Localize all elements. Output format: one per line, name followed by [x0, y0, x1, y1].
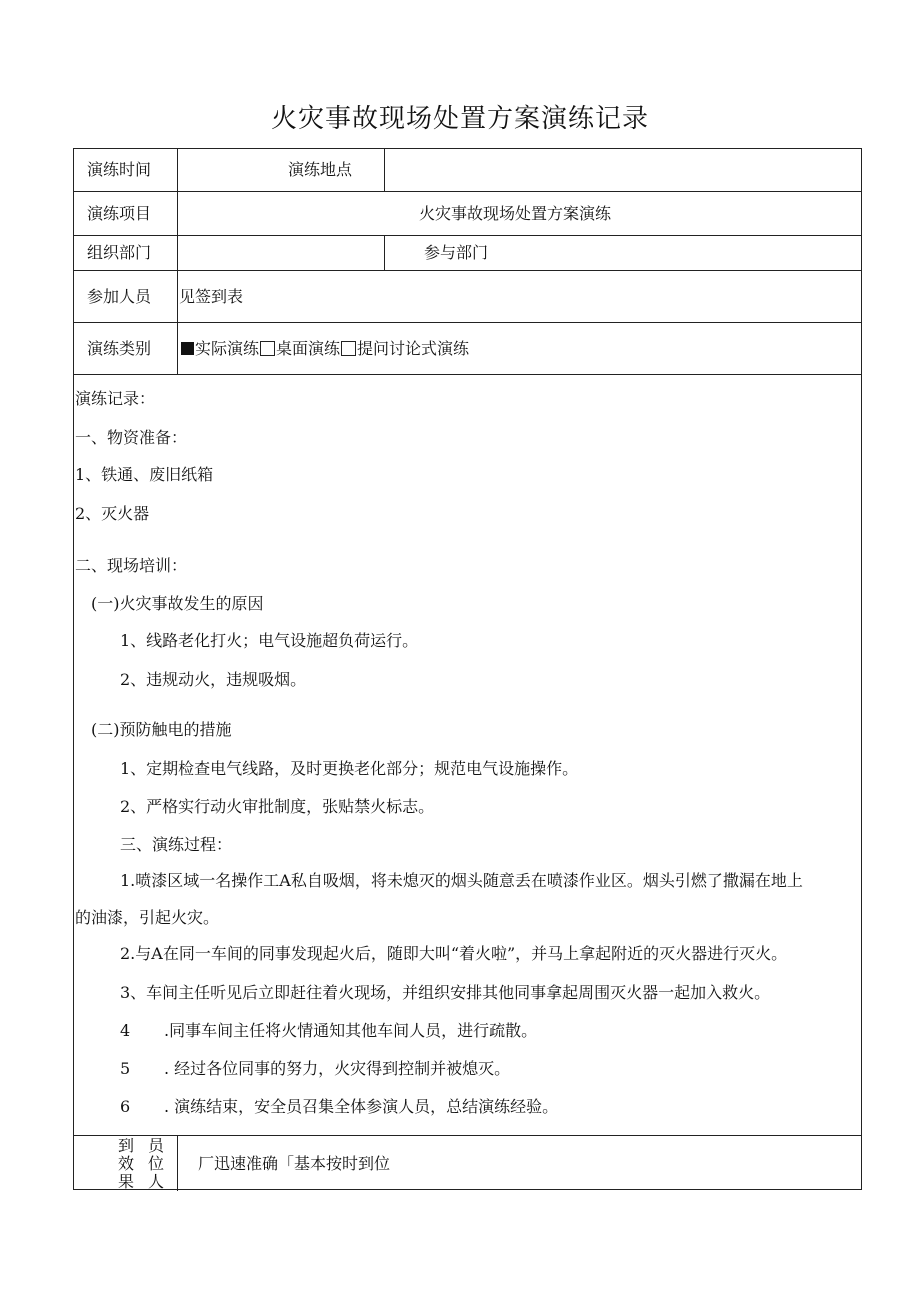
row-divider	[74, 374, 861, 375]
checked-box-icon[interactable]	[181, 342, 194, 355]
org-department-label: 组织部门	[87, 243, 152, 262]
process-step: 2.与A在同一车间的同事发现起火后，随即大叫“着火啦”，并马上拿起附近的灭火器进行灭火。	[120, 944, 788, 963]
row-divider	[74, 270, 861, 271]
option-tabletop-drill: 桌面演练	[276, 339, 341, 358]
drill-type-options	[180, 339, 469, 359]
training-subheading: (一)火灾事故发生的原因	[91, 594, 264, 613]
participating-department-label: 参与部门	[424, 243, 489, 262]
row-divider	[74, 191, 861, 192]
drill-project-value: 火灾事故现场处置方案演练	[419, 204, 612, 223]
effect-value: 厂迅速准确「基本按时到位	[198, 1154, 391, 1173]
drill-type-label: 演练类别	[87, 339, 152, 358]
participants-value: 见签到表	[179, 287, 244, 306]
process-step-number: 6	[120, 1097, 131, 1116]
training-item: 2、严格实行动火审批制度，张贴禁火标志。	[120, 797, 435, 816]
training-item: 1、定期检查电气线路，及时更换老化部分；规范电气设施操作。	[120, 759, 579, 778]
section-training-heading: 二、现场培训：	[75, 556, 188, 575]
column-divider	[384, 149, 385, 191]
unchecked-box-icon[interactable]	[260, 341, 275, 356]
training-item: 2、违规动火，违规吸烟。	[120, 670, 307, 689]
participants-label: 参加人员	[87, 287, 152, 306]
unchecked-box-icon[interactable]	[341, 341, 356, 356]
section-materials-heading: 一、物资准备：	[75, 428, 188, 447]
option-discussion-drill: 提问讨论式演练	[357, 339, 470, 358]
column-divider	[384, 235, 385, 270]
record-heading: 演练记录：	[75, 389, 156, 408]
section-process-heading: 三、演练过程：	[120, 835, 233, 854]
row-divider	[74, 322, 861, 323]
process-step-continued: 的油漆，引起火灾。	[75, 908, 220, 927]
row-divider	[74, 235, 861, 236]
materials-item: 1、铁通、废旧纸箱	[75, 465, 214, 484]
column-divider	[177, 149, 178, 374]
drill-project-label: 演练项目	[87, 204, 152, 223]
effect-label-col1: 到效果	[118, 1136, 143, 1191]
page-title: 火灾事故现场处置方案演练记录	[270, 104, 649, 134]
training-subheading: (二)预防触电的措施	[91, 720, 232, 739]
process-step: 3、车间主任听见后立即赶往着火现场，并组织安排其他同事拿起周围灭火器一起加入救火。	[120, 983, 771, 1002]
process-step: .同事车间主任将火情通知其他车间人员，进行疏散。	[164, 1021, 538, 1040]
effect-label-col2: 员位人	[148, 1136, 173, 1191]
process-step-number: 4	[120, 1021, 131, 1040]
materials-item: 2、灭火器	[75, 504, 150, 523]
process-step-number: 5	[120, 1059, 131, 1078]
training-item: 1、线路老化打火；电气设施超负荷运行。	[120, 631, 419, 650]
row-divider	[74, 1135, 861, 1136]
drill-record-table	[73, 148, 862, 1190]
drill-time-label: 演练时间	[87, 160, 152, 179]
drill-place-label: 演练地点	[288, 160, 353, 179]
process-step: . 演练结束，安全员召集全体参演人员，总结演练经验。	[164, 1097, 559, 1116]
option-actual-drill: 实际演练	[195, 339, 260, 358]
column-divider	[177, 1135, 178, 1191]
process-step: . 经过各位同事的努力，火灾得到控制并被熄灭。	[164, 1059, 511, 1078]
process-step: 1.喷漆区域一名操作工A私自吸烟，将未熄灭的烟头随意丢在喷漆作业区。烟头引燃了撒漏在地上	[120, 871, 803, 890]
